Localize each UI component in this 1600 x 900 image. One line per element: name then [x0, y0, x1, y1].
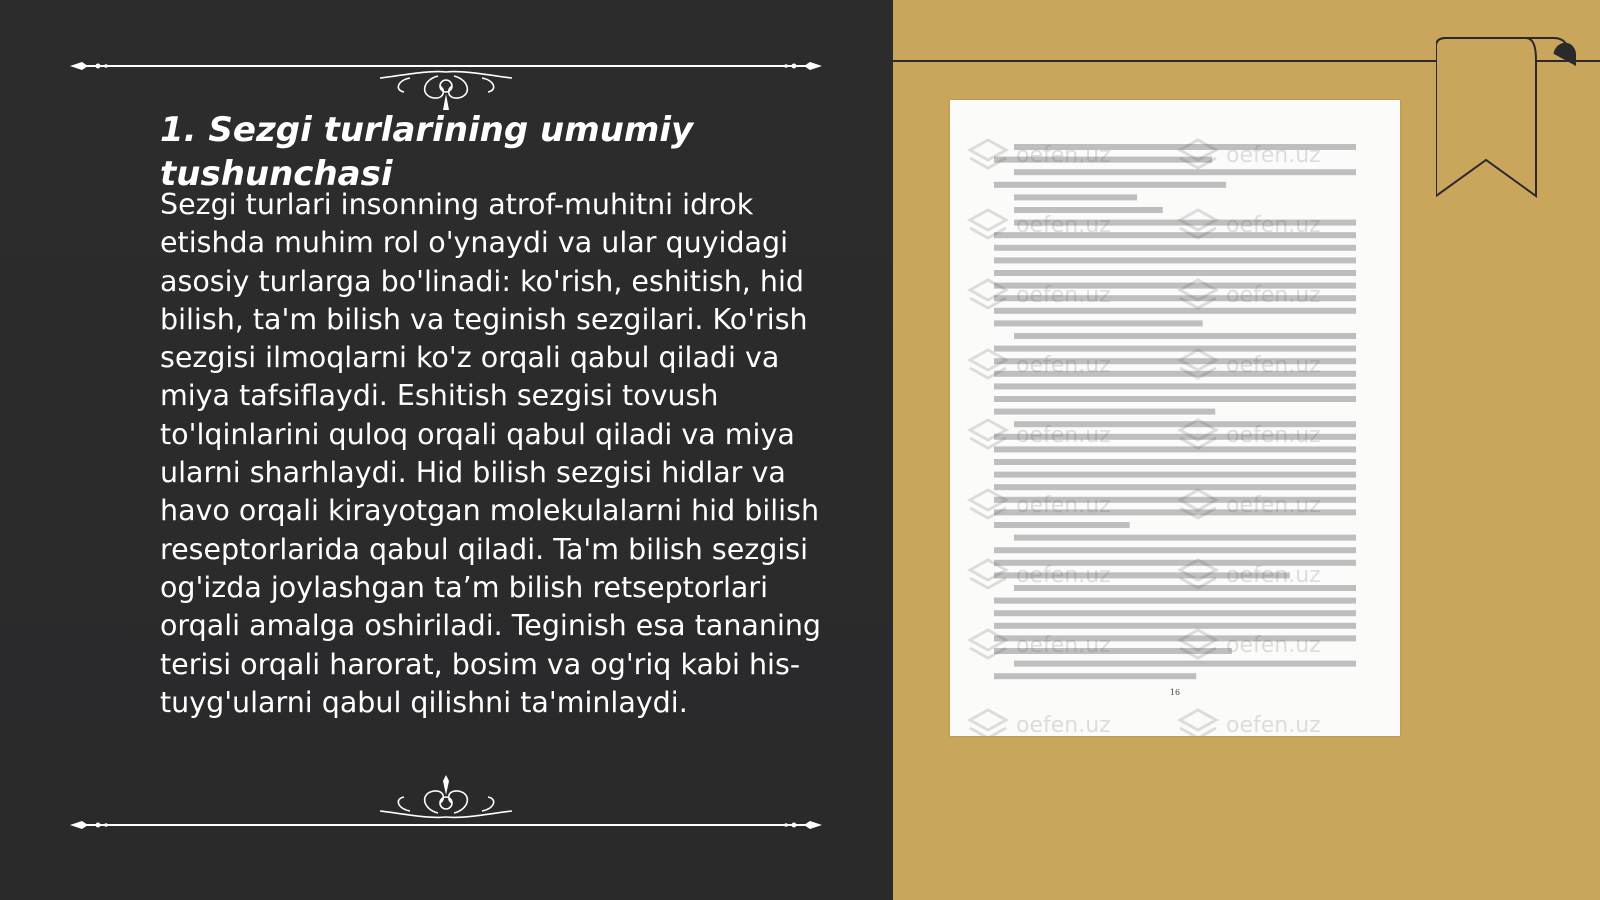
svg-text:oefen.uz: oefen.uz: [1226, 713, 1321, 736]
svg-text:oefen.uz: oefen.uz: [1226, 213, 1321, 238]
document-text-lines: [950, 100, 1400, 736]
watermark: [1180, 710, 1321, 736]
watermark: [970, 280, 1111, 308]
document-text-line: [1014, 333, 1356, 339]
document-text-line: [994, 245, 1356, 251]
document-text-line: [994, 484, 1356, 490]
svg-text:oefen.uz: oefen.uz: [1016, 633, 1111, 658]
watermark: [970, 490, 1111, 518]
document-text-line: [994, 547, 1356, 553]
svg-text:oefen.uz: oefen.uz: [1226, 283, 1321, 308]
document-text-line: [994, 522, 1130, 528]
document-text-line: [1014, 535, 1356, 541]
svg-text:oefen.uz: oefen.uz: [1016, 353, 1111, 378]
svg-text:oefen.uz: oefen.uz: [1016, 563, 1111, 588]
document-text-line: [994, 396, 1356, 402]
document-text-line: [994, 409, 1215, 415]
document-page-image: [950, 100, 1400, 736]
document-text-line: [994, 673, 1196, 679]
svg-text:oefen.uz: oefen.uz: [1016, 493, 1111, 518]
document-text-line: [1014, 194, 1137, 200]
watermark: [970, 210, 1111, 238]
document-text-line: [994, 623, 1356, 629]
svg-text:oefen.uz: oefen.uz: [1226, 143, 1321, 168]
watermark: [970, 560, 1111, 588]
document-text-line: [994, 598, 1356, 604]
svg-text:oefen.uz: oefen.uz: [1016, 213, 1111, 238]
svg-text:oefen.uz: oefen.uz: [1016, 283, 1111, 308]
svg-text:oefen.uz: oefen.uz: [1226, 423, 1321, 448]
bottom-ornament-divider: [68, 775, 824, 835]
slide-title: 1. Sezgi turlarining umumiy tushunchasi: [160, 110, 694, 194]
document-text-line: [994, 383, 1356, 389]
document-text-line: [1014, 661, 1356, 667]
slide-body-text: Sezgi turlari insonning atrof-muhitni idrok etishda muhim rol o'ynaydi va ular quyidagi asosiy turlarga bo'linadi: ko'rish, eshitish, hid bilish, ta'm bilish va teginish sezgilari. Ko'rish sezgisi ilmoqlarni ko'z orqali qabul qiladi va miya tafsiflaydi. Eshitish sezgisi tovush to'lqinlarini quloq orqali qabul qiladi va miya ularni sharhlaydi. Hid bilish sezgisi hidlar va havo orqali kirayotgan molekulalarni hid bilish reseptorlarida qabul qiladi. Ta'm bilish sezgisi og'izda joylashgan ta’m bilish retseptorlari orqali amalga oshiriladi. Teginish esa tananing terisi orqali harorat, bosim va og'riq kabi his-tuyg'ularni qabul qilishni ta'minlaydi.: [160, 188, 822, 719]
document-text-line: [994, 459, 1356, 465]
svg-text:oefen.uz: oefen.uz: [1226, 563, 1321, 588]
watermark: [970, 350, 1111, 378]
watermark: [970, 710, 1111, 736]
document-text-line: [994, 182, 1226, 188]
bookmark-ribbon-icon: [1436, 36, 1576, 202]
document-text-line: [1014, 169, 1356, 175]
svg-text:oefen.uz: oefen.uz: [1226, 493, 1321, 518]
svg-text:oefen.uz: oefen.uz: [1016, 423, 1111, 448]
document-text-line: [994, 308, 1356, 314]
top-ornament-divider: [68, 50, 824, 110]
document-text-line: [994, 346, 1356, 352]
document-page-number: 16: [1169, 688, 1181, 697]
svg-text:oefen.uz: oefen.uz: [1226, 353, 1321, 378]
document-text-line: [994, 610, 1356, 616]
document-text-line: [994, 257, 1356, 263]
watermark: [970, 140, 1111, 168]
svg-text:oefen.uz: oefen.uz: [1226, 633, 1321, 658]
watermark: [970, 420, 1111, 448]
document-text-line: [994, 320, 1203, 326]
watermark: [970, 630, 1111, 658]
document-text-line: [994, 472, 1356, 478]
svg-text:oefen.uz: oefen.uz: [1016, 713, 1111, 736]
document-text-line: [994, 270, 1356, 276]
svg-text:oefen.uz: oefen.uz: [1016, 143, 1111, 168]
